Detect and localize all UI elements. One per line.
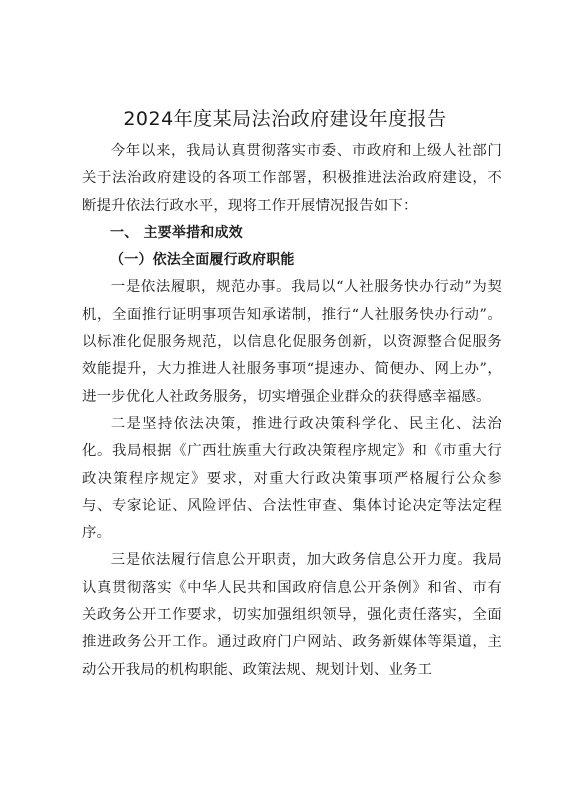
document-title: 2024年度某局法治政府建设年度报告 (123, 108, 447, 130)
paragraph-lawful-duties: 一是依法履职，规范办事。我局以“人社服务快办行动”为契机，全面推行证明事项告知承诺制，推行“人社服务快办行动”。以标准化促服务规范，以信息化促服务创新，以资源整合促服务效能提升，大力推进人社服务事项“提速办、简便办、网上办”，进一步优化人社政务服务，切实增强企业群众的获得感幸福感。 (82, 279, 502, 405)
intro-paragraph: 今年以来，我局认真贯彻落实市委、市政府和上级人社部门关于法治政府建设的各项工作部署，积极推进法治政府建设，不断提升依法行政水平，现将工作开展情况报告如下： (82, 143, 502, 214)
document-body (82, 138, 502, 684)
paragraph-information-disclosure: 三是依法履行信息公开职责，加大政务信息公开力度。我局认真贯彻落实《中华人民共和国政府信息公开条例》和省、市有关政务公开工作要求，切实加强组织领导，强化责任落实，全面推进政务公开工作。通过政府门户网站、政务新媒体等渠道，主动公开我局的机构职能、政策法规、规划计划、业务工 (82, 552, 502, 678)
paragraph-lawful-decisions: 二是坚持依法决策，推进行政决策科学化、民主化、法治化。我局根据《广西壮族重大行政决策程序规定》和《市重大行政决策程序规定》要求，对重大行政决策事项严格履行公众参与、专家论证、风险评估、合法性审查、集体讨论决定等法定程序。 (82, 415, 502, 542)
subsection-heading-government-functions: （一）依法全面履行政府职能 (110, 252, 295, 269)
section-heading-main-measures: 一、 主要举措和成效 (110, 224, 243, 241)
